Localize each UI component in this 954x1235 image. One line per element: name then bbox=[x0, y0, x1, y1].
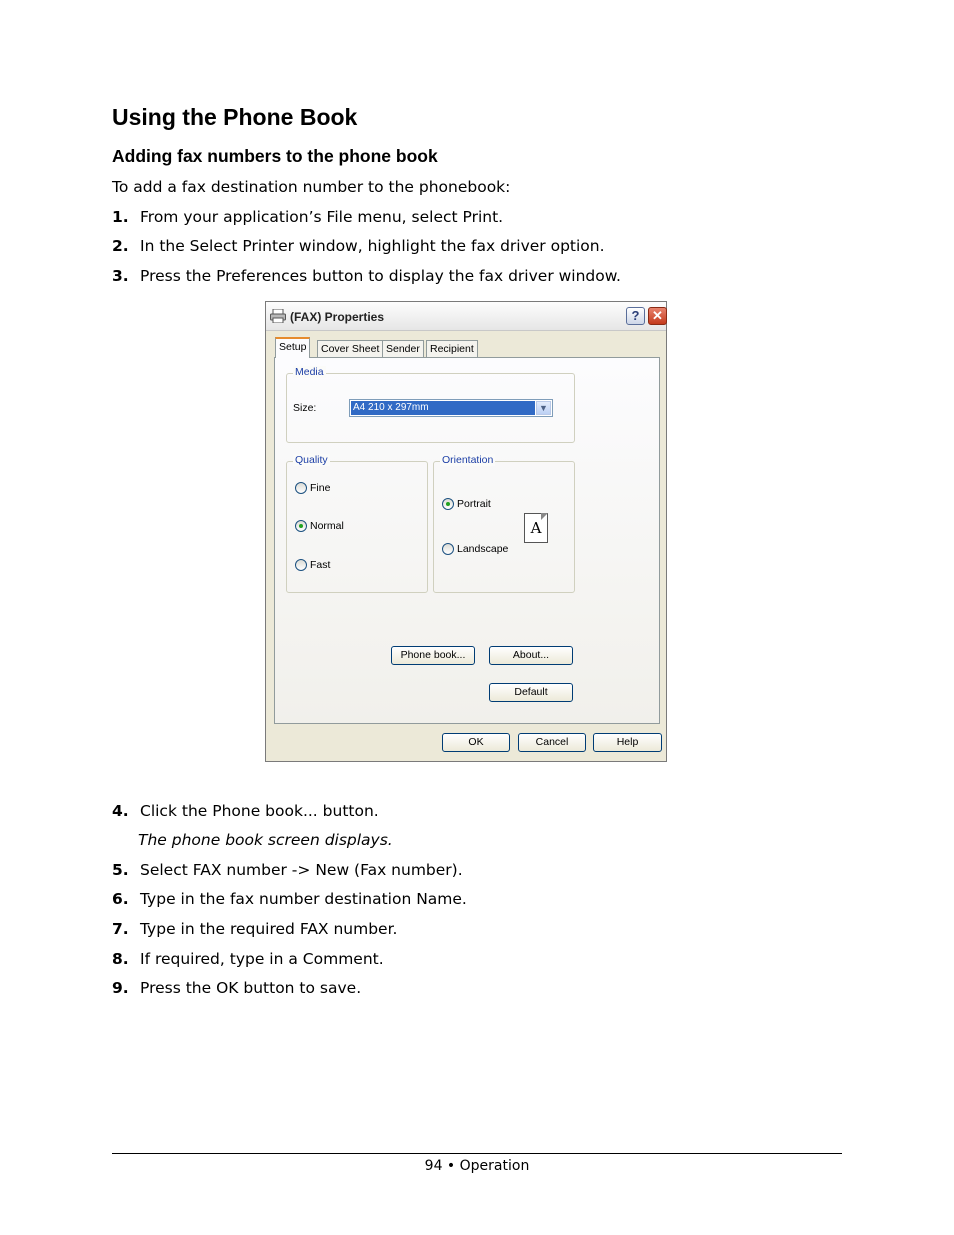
about-button[interactable]: About... bbox=[489, 646, 573, 665]
help-title-button[interactable]: ? bbox=[626, 307, 645, 325]
radio-landscape-label: Landscape bbox=[457, 543, 509, 555]
orientation-group bbox=[433, 454, 575, 593]
size-select[interactable] bbox=[349, 399, 553, 417]
chevron-down-icon[interactable]: ▼ bbox=[536, 401, 551, 415]
fax-properties-dialog bbox=[265, 301, 667, 762]
step-text: Select FAX number -> New (Fax number). bbox=[140, 861, 463, 879]
close-button[interactable]: ✕ bbox=[648, 307, 667, 325]
step-item bbox=[112, 890, 467, 908]
step-number: 8. bbox=[112, 950, 129, 968]
phone-book-button[interactable]: Phone book... bbox=[391, 646, 475, 665]
quality-group bbox=[286, 454, 428, 593]
radio-normal-label: Normal bbox=[310, 520, 344, 532]
ok-button[interactable]: OK bbox=[442, 733, 510, 752]
radio-landscape[interactable] bbox=[442, 543, 454, 555]
step-item bbox=[112, 208, 503, 226]
step-text: Type in the required FAX number. bbox=[140, 920, 398, 938]
step-text: Press the OK button to save. bbox=[140, 979, 362, 997]
quality-label: Quality bbox=[295, 454, 328, 466]
step-number: 2. bbox=[112, 237, 129, 255]
radio-portrait[interactable] bbox=[442, 498, 454, 510]
page-footer: 94 • Operation bbox=[424, 1158, 530, 1174]
portrait-page-icon: A bbox=[524, 513, 548, 543]
radio-portrait-label: Portrait bbox=[457, 498, 491, 510]
step-number: 7. bbox=[112, 920, 129, 938]
step-number: 1. bbox=[112, 208, 129, 226]
step-item bbox=[112, 237, 605, 255]
step-item bbox=[112, 861, 463, 879]
tab-recipient[interactable]: Recipient bbox=[426, 340, 478, 357]
radio-fast[interactable] bbox=[295, 559, 307, 571]
footer-divider bbox=[112, 1153, 842, 1154]
printer-icon bbox=[270, 309, 286, 323]
setup-panel bbox=[274, 357, 660, 724]
step-text: Click the Phone book... button. bbox=[140, 802, 379, 820]
radio-fast-label: Fast bbox=[310, 559, 331, 571]
step-text: Press the Preferences button to display the fax driver window. bbox=[140, 267, 621, 285]
media-group bbox=[286, 366, 575, 443]
radio-fine[interactable] bbox=[295, 482, 307, 494]
step-item bbox=[112, 267, 621, 285]
step-text: If required, type in a Comment. bbox=[140, 950, 384, 968]
media-label: Media bbox=[295, 366, 324, 378]
default-button[interactable]: Default bbox=[489, 683, 573, 702]
size-select-value: A4 210 x 297mm bbox=[351, 401, 535, 415]
step-item bbox=[112, 802, 379, 820]
intro-paragraph: To add a fax destination number to the phonebook: bbox=[112, 178, 511, 196]
tab-sender[interactable]: Sender bbox=[382, 340, 424, 357]
radio-fine-label: Fine bbox=[310, 482, 331, 494]
step-number: 3. bbox=[112, 267, 129, 285]
step-item bbox=[112, 920, 397, 938]
tab-setup[interactable]: Setup bbox=[275, 337, 310, 358]
step-item bbox=[112, 979, 361, 997]
page-heading: Using the Phone Book bbox=[112, 104, 358, 130]
step-text: In the Select Printer window, highlight the fax driver option. bbox=[140, 237, 605, 255]
step-number: 4. bbox=[112, 802, 129, 820]
section-subheading: Adding fax numbers to the phone book bbox=[112, 146, 438, 166]
radio-normal[interactable] bbox=[295, 520, 307, 532]
step-number: 6. bbox=[112, 890, 129, 908]
step-number: 9. bbox=[112, 979, 129, 997]
tab-cover-sheet[interactable]: Cover Sheet bbox=[317, 340, 383, 357]
cancel-button[interactable]: Cancel bbox=[518, 733, 586, 752]
help-button[interactable]: Help bbox=[593, 733, 662, 752]
step-text: Type in the fax number destination Name. bbox=[140, 890, 467, 908]
step-item bbox=[112, 950, 384, 968]
orientation-label: Orientation bbox=[442, 454, 494, 466]
dialog-title: (FAX) Properties bbox=[290, 310, 385, 324]
step-number: 5. bbox=[112, 861, 129, 879]
step-text: From your application’s File menu, select Print. bbox=[140, 208, 504, 226]
size-label: Size: bbox=[293, 402, 317, 414]
step-note: The phone book screen displays. bbox=[138, 831, 393, 849]
dialog-titlebar bbox=[266, 302, 666, 331]
